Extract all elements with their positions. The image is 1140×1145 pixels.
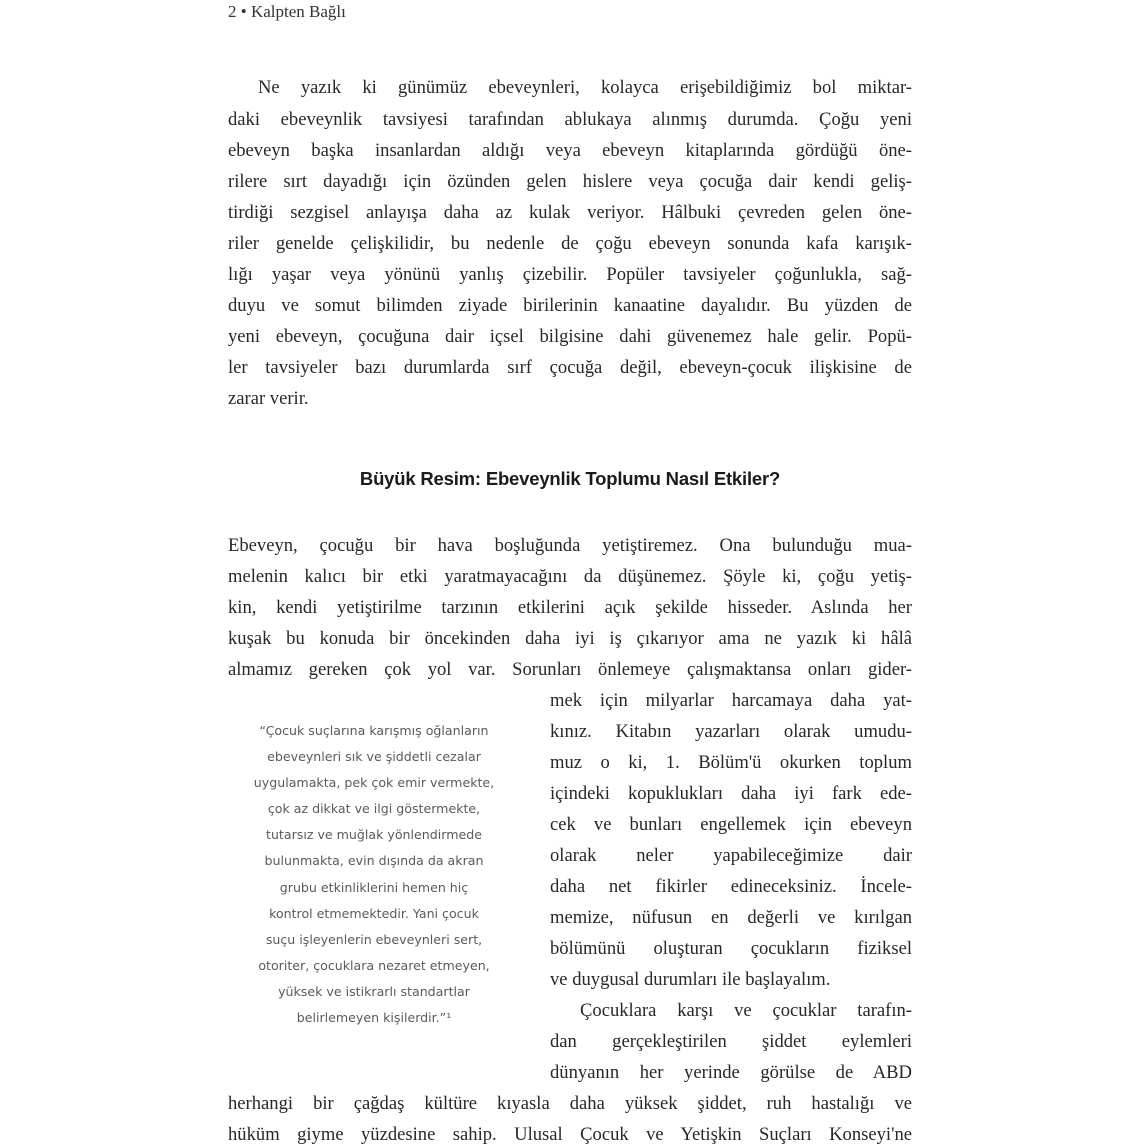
pull-quote-line: otoriter, çocuklara nezaret etmeyen, — [258, 958, 490, 973]
paragraph1-line: ler tavsiyeler bazı durumlarda sırf çocuğa değil, ebeveyn-çocuk ilişkisine de — [228, 357, 912, 378]
paragraph1-line: lığı yaşar veya yönünü yanlış çizebilir. Popüler tavsiyeler çoğunlukla, sağ- — [228, 264, 912, 285]
pull-quote-line: yüksek ve istikrarlı standartlar — [278, 984, 470, 999]
paragraph3-column-line: Çocuklara karşı ve çocuklar tarafın- — [580, 1000, 912, 1021]
pull-quote-line: grubu etkinliklerini hemen hiç — [279, 880, 469, 895]
section-heading: Büyük Resim: Ebeveynlik Toplumu Nasıl Etkiler? — [359, 468, 781, 489]
paragraph1-line: duyu ve somut bilimden ziyade birilerinin kanaatine dayalıdır. Bu yüzden de — [228, 295, 912, 316]
paragraph1-line: riler genelde çelişkilidir, bu nedenle de çoğu ebeveyn sonunda kafa karışık- — [228, 233, 912, 254]
pull-quote-line: belirlemeyen kişilerdir.”¹ — [296, 1010, 452, 1025]
paragraph1-line: daki ebeveynlik tavsiyesi tarafından ablukaya alınmış durumda. Çoğu yeni — [228, 109, 912, 130]
paragraph2-line: kuşak bu konuda bir öncekinden daha iyi iş çıkarıyor ama ne yazık ki hâlâ — [228, 628, 912, 649]
paragraph2-line: melenin kalıcı bir etki yaratmayacağını da düşünemez. Şöyle ki, çoğu yetiş- — [228, 566, 912, 587]
pull-quote-line: suçu işleyenlerin ebeveynleri sert, — [265, 932, 483, 947]
running-head: 2 • Kalpten Bağlı — [228, 2, 346, 21]
paragraph3-column-line: dünyanın her yerinde görülse de ABD — [550, 1062, 912, 1083]
paragraph1-line: tirdiği sezgisel anlayışa daha az kulak veriyor. Hâlbuki çevreden gelen öne- — [228, 202, 912, 223]
paragraph2-column-line: bölümünü oluşturan çocukların fiziksel — [550, 938, 912, 959]
paragraph1-line: Ne yazık ki günümüz ebeveynleri, kolayca erişebildiğimiz bol miktar- — [258, 77, 912, 98]
paragraph2-line: Ebeveyn, çocuğu bir hava boşluğunda yetiştiremez. Ona bulunduğu mua- — [228, 535, 912, 556]
paragraph2-column-line: ve duygusal durumları ile başlayalım. — [550, 969, 831, 990]
paragraph2-column-line: daha net fikirler edineceksiniz. İncele- — [550, 876, 912, 897]
paragraph2-line: almamız gereken çok yol var. Sorunları önlemeye çalışmaktansa onları gider- — [228, 659, 912, 680]
paragraph2-column-line: cek ve bunları engellemek için ebeveyn — [550, 814, 912, 835]
paragraph3-column-line: dan gerçekleştirilen şiddet eylemleri — [550, 1031, 912, 1052]
paragraph2-column-line: muz o ki, 1. Bölüm'ü okurken toplum — [550, 752, 912, 773]
paragraph3-line: herhangi bir çağdaş kültüre kıyasla daha yüksek şiddet, ruh hastalığı ve — [228, 1093, 912, 1114]
pull-quote-line: uygulamakta, pek çok emir vermekte, — [253, 775, 495, 790]
paragraph1-line: yeni ebeveyn, çocuğuna dair içsel bilgisine dahi güvenemez hale gelir. Popü- — [228, 326, 912, 347]
paragraph2-column-line: kınız. Kitabın yazarları olarak umudu- — [550, 721, 912, 742]
paragraph1-line: zarar verir. — [228, 388, 309, 409]
paragraph2-column-line: içindeki kopuklukları daha iyi fark ede- — [550, 783, 912, 804]
pull-quote-line: “Çocuk suçlarına karışmış oğlanların — [259, 723, 489, 738]
paragraph1-line: ebeveyn başka insanlardan aldığı veya ebeveyn kitaplarında gördüğü öne- — [228, 140, 912, 161]
paragraph3-line: hüküm giyme yüzdesine sahip. Ulusal Çocuk ve Yetişkin Suçları Konseyi'ne — [228, 1124, 912, 1145]
pull-quote-line: kontrol etmemektedir. Yani çocuk — [269, 906, 479, 921]
paragraph1-line: rilere sırt dayadığı için özünden gelen hislere veya çocuğa dair kendi geliş- — [228, 171, 912, 192]
pull-quote-line: tutarsız ve muğlak yönlendirmede — [266, 827, 482, 842]
paragraph2-column-line: memize, nüfusun en değerli ve kırılgan — [550, 907, 912, 928]
pull-quote-line: çok az dikkat ve ilgi göstermekte, — [267, 801, 481, 816]
paragraph2-column-line: mek için milyarlar harcamaya daha yat- — [550, 690, 912, 711]
pull-quote-line: ebeveynleri sık ve şiddetli cezalar — [267, 749, 481, 764]
paragraph2-column-line: olarak neler yapabileceğimize dair — [550, 845, 912, 866]
paragraph2-line: kin, kendi yetiştirilme tarzının etkilerini açık şekilde hisseder. Aslında her — [228, 597, 912, 618]
pull-quote-line: bulunmakta, evin dışında da akran — [264, 853, 484, 868]
